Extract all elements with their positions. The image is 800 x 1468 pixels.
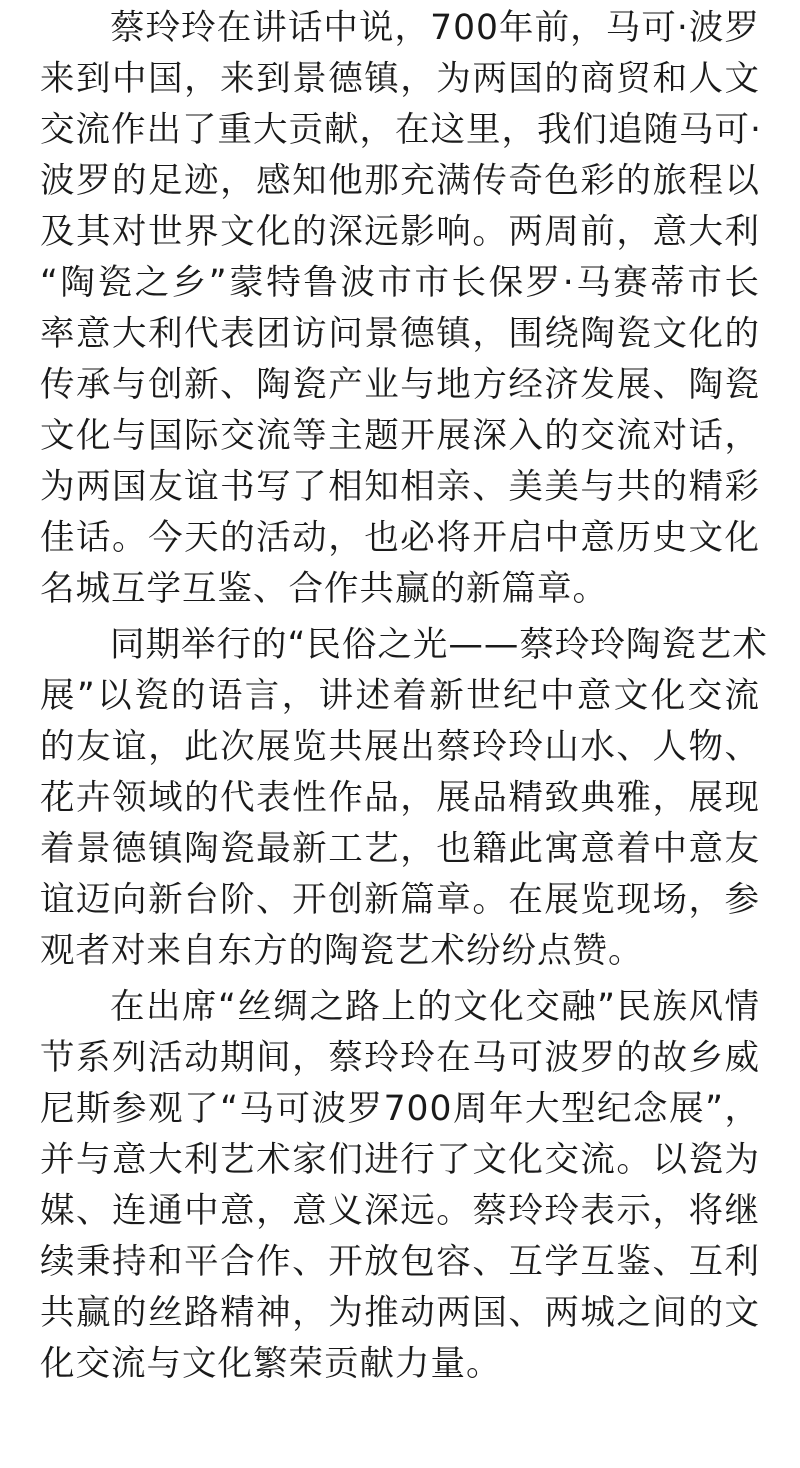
text-line: 率意大利代表团访问景德镇，围绕陶瓷文化的	[40, 314, 760, 354]
text-line: 并与意大利艺术家们进行了文化交流。以瓷为	[40, 1140, 760, 1180]
paragraph-3	[40, 982, 760, 1390]
text-line: 文化与国际交流等主题开展深入的交流对话，	[40, 416, 760, 456]
paragraph-2	[40, 620, 768, 977]
text-line: 及其对世界文化的深远影响。两周前，意大利	[40, 212, 760, 252]
paragraph-1	[40, 3, 760, 615]
text-line: 传承与创新、陶瓷产业与地方经济发展、陶瓷	[40, 365, 760, 405]
text-line: 来到中国，来到景德镇，为两国的商贸和人文	[40, 59, 760, 99]
text-line: 尼斯参观了“马可波罗700周年大型纪念展”，	[40, 1089, 760, 1129]
text-line: 交流作出了重大贡献，在这里，我们追随马可·	[40, 110, 762, 150]
text-line: 化交流与文化繁荣贡献力量。	[40, 1344, 502, 1384]
text-line: 观者对来自东方的陶瓷艺术纷纷点赞。	[40, 931, 644, 971]
text-line: 的友谊，此次展览共展出蔡玲玲山水、人物、	[40, 727, 760, 767]
text-line: 名城互学互鉴、合作共赢的新篇章。	[40, 569, 608, 609]
text-line: “陶瓷之乡”蒙特鲁波市市长保罗·马赛蒂市长	[40, 263, 760, 303]
text-line: 佳话。今天的活动，也必将开启中意历史文化	[40, 518, 760, 558]
text-line: 谊迈向新台阶、开创新篇章。在展览现场，参	[40, 880, 760, 920]
text-line: 媒、连通中意，意义深远。蔡玲玲表示，将继	[40, 1191, 760, 1231]
text-line: 着景德镇陶瓷最新工艺，也籍此寓意着中意友	[40, 829, 760, 869]
text-line: 展”以瓷的语言，讲述着新世纪中意文化交流	[40, 676, 760, 716]
text-line: 为两国友谊书写了相知相亲、美美与共的精彩	[40, 467, 760, 507]
text-line: 同期举行的“民俗之光——蔡玲玲陶瓷艺术	[110, 625, 768, 665]
text-line: 波罗的足迹，感知他那充满传奇色彩的旅程以	[40, 161, 760, 201]
article-body	[40, 3, 768, 1390]
text-line: 节系列活动期间，蔡玲玲在马可波罗的故乡威	[40, 1038, 760, 1078]
text-line: 在出席“丝绸之路上的文化交融”民族风情	[110, 987, 760, 1027]
text-line: 蔡玲玲在讲话中说，700年前，马可·波罗	[110, 8, 760, 48]
text-line: 续秉持和平合作、开放包容、互学互鉴、互利	[40, 1242, 760, 1282]
text-line: 花卉领域的代表性作品，展品精致典雅，展现	[40, 778, 760, 818]
text-line: 共赢的丝路精神，为推动两国、两城之间的文	[40, 1293, 760, 1333]
